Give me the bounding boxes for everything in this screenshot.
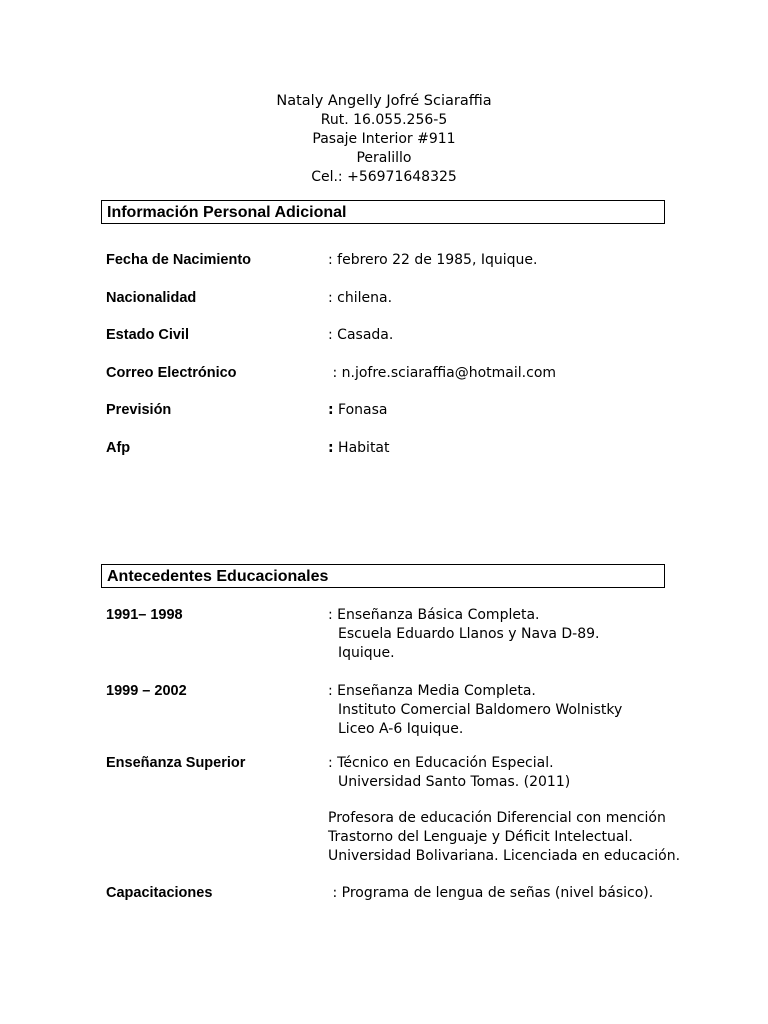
colon: :: [328, 402, 334, 418]
label-education-1991: 1991– 1998: [106, 607, 183, 623]
cv-header: [0, 92, 768, 187]
label-higher-education: Enseñanza Superior: [106, 755, 246, 771]
education-line: Universidad Bolivariana. Licenciada en educación.: [328, 848, 681, 864]
education-line: Universidad Santo Tomas. (2011): [338, 774, 571, 790]
city: Peralillo: [356, 150, 412, 166]
education-line: : Enseñanza Media Completa.: [328, 683, 536, 699]
address: Pasaje Interior #911: [312, 131, 456, 147]
label-nationality: Nacionalidad: [106, 290, 197, 306]
health-insurance-text: Fonasa: [333, 402, 388, 418]
rut: Rut. 16.055.256-5: [320, 112, 448, 128]
phone: Cel.: +56971648325: [311, 169, 457, 185]
section-personal-header: [101, 200, 665, 224]
value-education-1991: [328, 606, 600, 663]
education-line: Escuela Eduardo Llanos y Nava D-89.: [338, 626, 600, 642]
education-line: Iquique.: [338, 645, 395, 661]
education-line: Liceo A-6 Iquique.: [338, 721, 464, 737]
label-email: Correo Electrónico: [106, 365, 237, 381]
education-line: Trastorno del Lenguaje y Déficit Intelectual.: [328, 829, 633, 845]
education-line: Profesora de educación Diferencial con mención: [328, 810, 666, 826]
colon: :: [328, 440, 334, 456]
section-personal-title: Información Personal Adicional: [107, 204, 347, 221]
value-trainings: : Programa de lengua de señas (nivel básico).: [328, 885, 654, 901]
label-education-1999: 1999 – 2002: [106, 683, 187, 699]
section-education-title: Antecedentes Educacionales: [107, 568, 329, 585]
value-health-insurance: [328, 401, 388, 420]
label-civil-status: Estado Civil: [106, 327, 189, 343]
label-health-insurance: Previsión: [106, 402, 172, 418]
education-line: : Enseñanza Básica Completa.: [328, 607, 540, 623]
education-line: : Técnico en Educación Especial.: [328, 755, 554, 771]
value-nationality: : chilena.: [328, 290, 393, 306]
value-higher-education: [328, 754, 570, 792]
value-birthdate: : febrero 22 de 1985, Iquique.: [328, 252, 538, 268]
label-birthdate: Fecha de Nacimiento: [106, 252, 252, 268]
value-email: : n.jofre.sciaraffia@hotmail.com: [328, 365, 557, 381]
afp-text: Habitat: [333, 440, 390, 456]
education-line: Instituto Comercial Baldomero Wolnistky: [338, 702, 623, 718]
value-afp: [328, 439, 390, 458]
label-afp: Afp: [106, 440, 131, 456]
label-trainings: Capacitaciones: [106, 885, 213, 901]
full-name: Nataly Angelly Jofré Sciaraffia: [276, 93, 492, 109]
section-education-header: [101, 564, 665, 588]
value-civil-status: : Casada.: [328, 327, 394, 343]
value-education-1999: [328, 682, 622, 739]
value-teacher-degree: [328, 809, 680, 866]
